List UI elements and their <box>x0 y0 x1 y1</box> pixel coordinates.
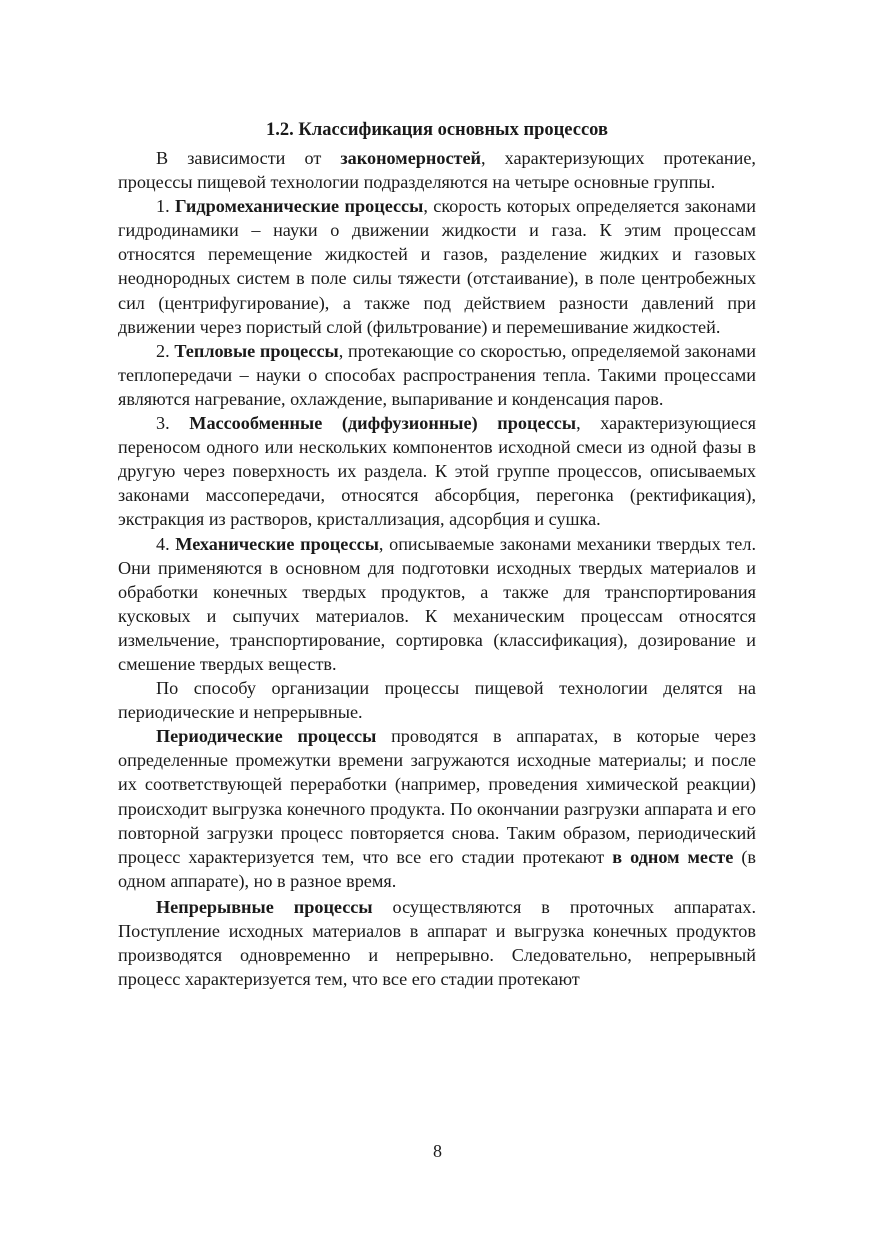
paragraph-organization <box>118 676 756 724</box>
paragraph-text: осуществляются в проточных аппаратах. Поступление исходных материалов в аппарат и выгрузка конечных продуктов производятся одновременно и непрерывно. Следовательно, непрерывный процесс характеризуется тем, что все его стадии протекают <box>118 896 756 990</box>
paragraph-intro <box>118 146 756 194</box>
bold-term: Периодические процессы <box>156 726 377 747</box>
bold-term: Массообменные (диффузионные) процессы <box>189 413 577 434</box>
paragraph-text: 2. <box>156 340 175 361</box>
paragraph-text: , скорость которых определяется законами гидродинамики – науки о движении жидкости и газа. К этим процессам относятся перемещение жидкостей и газов, разделение жидких и газовых неоднородных систем в поле силы тяжести (отстаивание), в поле центробежных сил (центрифугирование), а также под действием разности давлений при движении через пористый слой (фильтрование) и перемешивание жидкостей. <box>118 196 757 337</box>
paragraph-text: По способу организации процессы пищевой технологии делятся на периодические и непрерывные. <box>118 678 756 723</box>
paragraph-mechanical <box>118 532 756 677</box>
paragraph-text: 1. <box>156 196 176 217</box>
paragraph-text: , протекающие со скоростью, определяемой законами теплопередачи – науки о способах распространения тепла. Такими процессами являются нагревание, охлаждение, выпаривание и конденсация паров. <box>118 340 756 409</box>
paragraph-continuous <box>118 895 756 991</box>
paragraph-text: 4. <box>156 533 176 554</box>
bold-term: Механические процессы <box>175 533 379 554</box>
paragraph-text: , описываемые законами механики твердых тел. Они применяются в основном для подготовки исходных твердых материалов и обработки конечных твердых продуктов, а также для транспортирования кусковых и сыпучих материалов. К механическим процессам относятся измельчение, транспортирование, сортировка (классификация), дозирование и смешение твердых веществ. <box>118 533 756 674</box>
bold-term: в одном месте <box>612 846 734 867</box>
paragraph-text: проводятся в аппаратах, в которые через определенные промежутки времени загружаются исходные материалы; и после их соответствующей переработки (например, проведения химической реакции) происходит выгрузка конечного продукта. По окончании разгрузки аппарата и его повторной загрузки процесс повторяется снова. Таким образом, периодический процесс характеризуется тем, что все его стадии протекают <box>118 726 756 867</box>
bold-term: Непрерывные процессы <box>156 896 373 917</box>
page-number: 8 <box>433 1141 442 1161</box>
paragraph-text: (в одном аппарате), но в разное время. <box>118 846 756 891</box>
bold-term: Тепловые процессы <box>174 340 339 361</box>
paragraph-text: , характеризующих протекание, процессы пищевой технологии подразделяются на четыре основные группы. <box>118 148 756 193</box>
section-title: 1.2. Классификация основных процессов <box>266 120 608 140</box>
paragraph-hydromechanical <box>118 194 756 339</box>
bold-term: закономерностей <box>340 148 482 168</box>
paragraph-periodic <box>118 724 756 893</box>
paragraph-text: , характеризующиеся переносом одного или нескольких компонентов исходной смеси из одной фазы в другую через поверхность их раздела. К этой группе процессов, описываемых законами массопередачи, относятся абсорбция, перегонка (ректификация), экстракция из растворов, кристаллизация, адсорбция и сушка. <box>118 413 756 530</box>
paragraph-text: В зависимости от <box>156 148 341 168</box>
bold-term: Гидромеханические процессы <box>175 196 424 217</box>
paragraph-mass-transfer <box>118 411 756 531</box>
paragraph-text: 3. <box>156 413 190 434</box>
paragraph-thermal <box>118 339 756 411</box>
document-page <box>118 118 756 991</box>
